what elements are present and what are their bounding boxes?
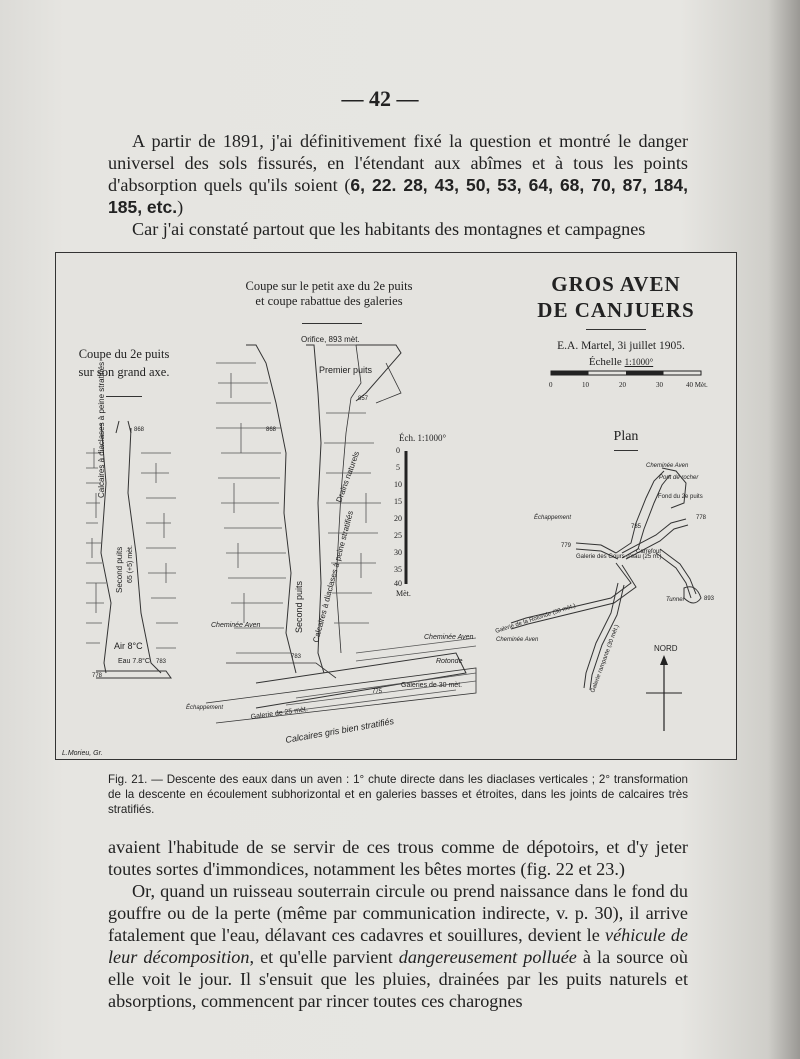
figure-title-line1: GROS AVEN	[551, 272, 681, 296]
hscale-tick: 0	[549, 381, 553, 389]
orifice-label: Orifice, 893 mèt.	[301, 335, 360, 344]
cheminee-aven-middle-left: Cheminée Aven	[211, 622, 261, 629]
figure-caption: Fig. 21. — Descente des eaux dans un aven : 1° chute directe dans les diaclases verticales ; 2° transformation de la descente en écoulement subhorizontal et en galeries basses et étroites, dans les joints de calcaires très stratifiés.	[108, 773, 688, 816]
vscale-tick: 40	[394, 579, 402, 588]
vscale-tick: 0	[396, 446, 400, 455]
cheminee-aven-middle-right: Cheminée Aven	[424, 634, 474, 641]
premier-puits-label: Premier puits	[319, 365, 373, 375]
hscale-tick: 10	[582, 381, 589, 389]
galerie-rampante-label: Galerie rampante (30 mèt.)	[590, 623, 621, 694]
echappement-plan: Échappement	[534, 515, 572, 521]
water-temp-label: Eau 7.8°C	[118, 658, 150, 665]
alt-783-left: 783	[156, 659, 167, 665]
vscale-tick: 20	[394, 514, 402, 523]
p2-text-a: Or, quand un ruisseau souterrain circule ou prend naissance dans le fond du gouffre ou de la perte (même par communication indirecte, v. p. 30), il arrive fatalement que l'eau, délavant ces cadavres et souillures, devient le	[108, 881, 688, 945]
figure-title	[526, 271, 706, 323]
top-text-2: )	[177, 197, 184, 217]
pont-rocher-label: Pont de rocher	[659, 475, 699, 481]
diaclases-label-middle: Calcaires à diaclases à peine stratifiés	[311, 509, 356, 644]
scale-label: Échelle	[588, 356, 622, 368]
alt-857: 857	[358, 396, 369, 402]
drains-label: Drains naturels	[334, 450, 362, 504]
bottom-paragraph-2	[108, 880, 688, 1012]
air-temp-label: Air 8°C	[114, 641, 143, 651]
hscale-tick: 20	[619, 381, 626, 389]
short-axis-caption-rule	[302, 323, 362, 324]
alt-779: 779	[561, 543, 572, 549]
long-axis-caption	[64, 345, 184, 381]
vscale-tick: 5	[396, 463, 400, 472]
p2-emphasis-1: véhicule de leur décomposition	[108, 925, 689, 967]
horizontal-scale-bar	[551, 371, 701, 375]
vscale-tick: 30	[394, 548, 402, 557]
second-puits-label-middle: Second puits	[294, 580, 304, 633]
alt-893-plan: 893	[704, 596, 715, 602]
rotonde-label: Rotonde	[436, 658, 463, 665]
short-axis-caption-line1: Coupe sur le petit axe du 2e puits	[245, 279, 413, 293]
cheminee-aven-plan: Cheminée Aven	[646, 463, 689, 469]
alt-783-middle: 783	[291, 654, 302, 660]
scale-caption	[536, 355, 706, 370]
figure-21	[55, 252, 737, 760]
vscale-tick: 25	[394, 531, 402, 540]
top-paragraph-text	[108, 130, 688, 218]
plan-label: Plan	[613, 429, 639, 444]
page-number: — 42 —	[341, 86, 419, 111]
galerie-25-label: Galerie de 25 mèt.	[250, 706, 309, 721]
north-label: NORD	[654, 644, 678, 653]
second-puits-label-left: Second puits	[115, 546, 124, 593]
figure-title-line2: DE CANJUERS	[537, 298, 695, 322]
vscale-tick: 35	[394, 565, 402, 574]
north-arrow	[646, 655, 682, 731]
top-text-1: A partir de 1891, j'ai définitivement fixé la question et montré le danger universel des sols fissurés, en l'étendant aux abîmes et à tous les points d'absorption quels qu'ils soient (	[108, 131, 688, 195]
alt-868-middle: 868	[266, 427, 277, 433]
carrefour-label: Carrefour	[636, 549, 662, 555]
plan-label-rule	[614, 450, 638, 451]
long-axis-caption-line2: sur son grand axe.	[78, 365, 170, 379]
gris-label: Calcaires gris bien stratifiés	[284, 716, 395, 745]
title-rule	[586, 329, 646, 330]
gours-label: Galerie des Gours d'eau (25 m.)	[576, 554, 662, 560]
tunnel-label: Tunnel	[666, 597, 684, 603]
author-date: E.A. Martel, 3i juillet 1905.	[557, 340, 685, 352]
top-paragraph-last-line: Car j'ai constaté partout que les habitants des montagnes et campagnes	[132, 219, 646, 239]
echappement-middle: Échappement	[186, 705, 224, 711]
short-axis-caption	[224, 279, 434, 309]
reference-numbers: 6, 22. 28, 43, 50, 53, 64, 68, 70, 87, 184, 185, etc.	[108, 175, 688, 217]
alt-778-left: 778	[92, 673, 103, 679]
fond-puits-label: Fond du 2e puits	[658, 494, 703, 500]
galerie-rotonde-label: Galerie de la Rotonde (30 mèt.)	[494, 603, 577, 635]
scale-value: 1:1000°	[624, 357, 654, 367]
top-paragraph	[108, 130, 688, 240]
p2-emphasis-2: dangereusement polluée	[398, 947, 577, 967]
short-axis-caption-line2: et coupe rabattue des galeries	[255, 294, 403, 308]
vertical-scale-title: Éch. 1:1000°	[399, 433, 447, 443]
diaclases-label-left: Calcaires à diaclases à peine stratifiés	[97, 361, 106, 498]
alt-785: 785	[631, 524, 642, 530]
hscale-tick: 40 Mèt.	[686, 381, 708, 389]
long-axis-caption-line1: Coupe du 2e puits	[78, 347, 170, 361]
engraver-signature: L.Morieu, Gr.	[62, 750, 103, 757]
alt-778-plan: 778	[696, 515, 707, 521]
p2-text-c: à la source où elle voit le jour. Il s'ensuit que les pluies, drainées par les puits naturels et absorptions, commencent par rincer toutes ces charognes	[108, 947, 688, 1011]
bottom-paragraph-1: avaient l'habitude de se servir de ces trous comme de dépotoirs, et d'y jeter toutes sortes d'immondices, notamment les bêtes mortes (fig. 22 et 23.)	[108, 837, 688, 879]
alt-775: 775	[372, 689, 383, 695]
galeries-30-label: Galeries de 30 mèt.	[401, 682, 463, 689]
vertical-scale-ticks	[394, 446, 402, 588]
alt-868-left: 868	[134, 427, 145, 433]
p2-text-b: , et qu'elle parvient	[249, 947, 399, 967]
hscale-tick: 30	[656, 381, 663, 389]
bottom-text	[108, 836, 688, 1012]
vertical-scale-unit: Mèt.	[396, 589, 411, 598]
second-puits-depth-label: 65 (+5) mèt.	[127, 545, 134, 583]
long-axis-caption-rule	[106, 396, 142, 397]
vscale-tick: 15	[394, 497, 402, 506]
vscale-tick: 10	[394, 480, 402, 489]
cheminee-aven-plan-left: Cheminée Aven	[496, 637, 539, 643]
